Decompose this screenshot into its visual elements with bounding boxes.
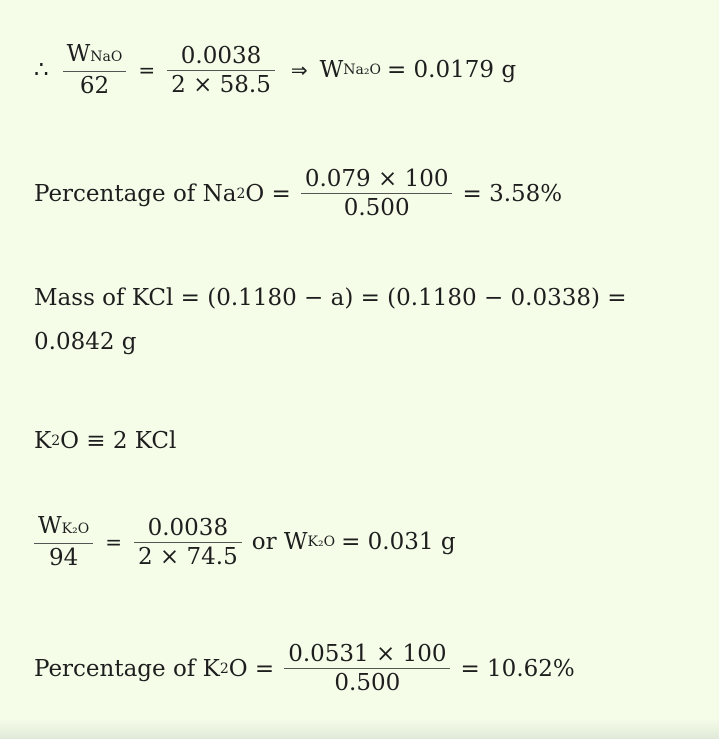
fraction-w-nao-over-62: $\frac{\text{WNaO}}{62}$ (63, 40, 127, 100)
percentage-k2o: Percentage of K 2 O = $\frac{0.0531 \times 100}{0.500}$ = 10.62% (34, 641, 575, 697)
equation-w-nao: ∴ $\frac{\text{WNaO}}{62}$ = $\frac{0.0038}{2 \times 58.5}$ ⇒ W Na₂O = 0.0179 g (34, 41, 517, 100)
fraction-w-k2o-over-94: $\frac{\text{WK₂O}}{94}$ (34, 512, 93, 572)
mass-of-kcl: Mass of KCl = (0.1180 − a) = (0.1180 − 0.0338) = 0.0842 g (34, 285, 627, 355)
fraction-0-0038-over-2x58-5: $\frac{0.0038}{2 \times 58.5}$ (167, 42, 275, 99)
fraction-na2o-percent: $\frac{0.079 \times 100}{0.500}$ (301, 165, 453, 222)
equation-w-k2o: $\frac{\text{WK₂O}}{94}$ = $\frac{0.0038}{2 \times 74.5}$ or W K₂O = 0.031 g (34, 512, 456, 572)
k2o-equivalence: K 2 O ≡ 2 KCl (34, 428, 177, 454)
bottom-shadow (0, 719, 719, 739)
therefore-symbol: ∴ (34, 57, 49, 84)
fraction-0-0038-over-2x74-5: $\frac{0.0038}{2 \times 74.5}$ (134, 514, 242, 571)
percentage-na2o: Percentage of Na 2 O = $\frac{0.079 \times 100}{0.500}$ = 3.58% (34, 166, 563, 222)
implies-arrow: ⇒ (290, 58, 308, 83)
fraction-k2o-percent: $\frac{0.0531 \times 100}{0.500}$ (284, 640, 450, 697)
